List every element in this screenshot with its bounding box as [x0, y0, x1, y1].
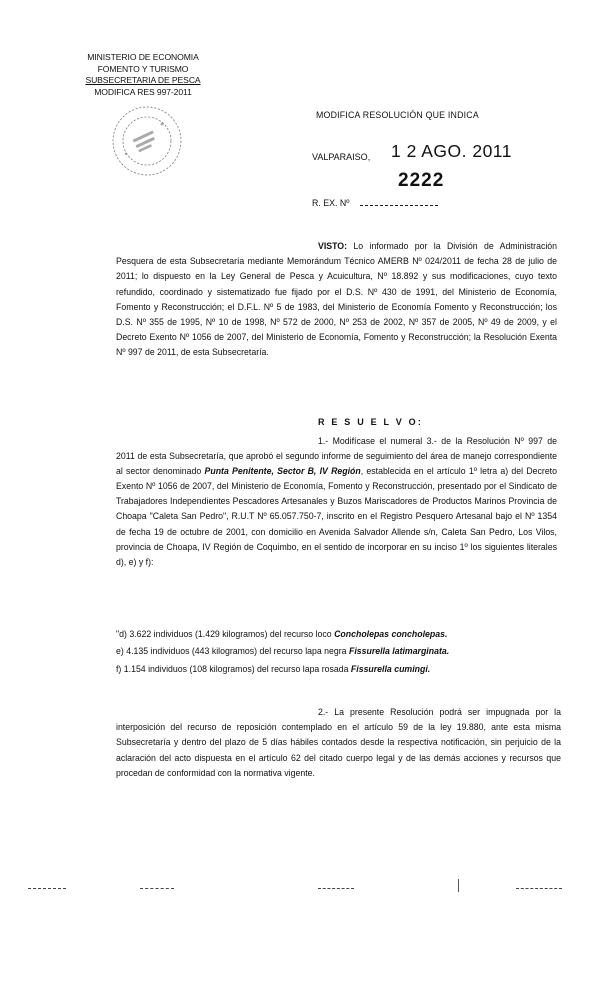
footer-dashed-mark-center-left: [140, 888, 174, 889]
point-2-paragraph: 2.- La presente Resolución podrá ser impugnada por la interposición del recurso de reposición contemplado en el artículo 59 de la ley 19.880, ante esta misma Subsecretaría y dentro del plazo de 5 días hábiles contados desde la respectiva notificación, sin perjuicio de la aclaración del acto dispuesta en el artículo 62 del citado cuerpo legal y de las demás acciones y recursos que procedan de conformidad con la normativa vigente.: [116, 707, 561, 778]
literal-f: [116, 664, 430, 674]
point-1-paragraph: [116, 434, 557, 570]
footer-tick-mark: [458, 879, 459, 892]
ministry-line-1: MINISTERIO DE ECONOMIA: [87, 52, 199, 62]
footer-dashed-mark-left: [28, 888, 66, 889]
literal-d-species: Concholepas concholepas.: [334, 629, 448, 639]
literal-f-species: Fissurella cumingi.: [350, 664, 431, 674]
literal-d-text: "d) 3.622 individuos (1.429 kilogramos) del recurso loco: [116, 629, 335, 639]
resuelvo-heading: R E S U E L V O:: [318, 417, 424, 427]
document-subject: MODIFICA RESOLUCIÓN QUE INDICA: [316, 110, 479, 120]
visto-text: Lo informado por la División de Administración Pesquera de esta Subsecretaría mediante Memorándum Técnico AMERB Nº 024/2011 de fecha 28 de julio de 2011; lo dispuesto en la Ley General de Pesca y Acuicultura, Nº 18.892 y sus modificaciones, cuyo texto refundido, coordinado y sistematizado fue fijado por el D.S. Nº 430 de 1991, del Ministerio de Economía, Fomento y Reconstrucción; el D.F.L. Nº 5 de 1983, del Ministerio de Economía Fomento y Reconstrucción; los D.S. Nº 355 de 1995, Nº 10 de 1998, Nº 572 de 2000, Nº 253 de 2002, Nº 357 de 2005, Nº 49 de 2009, y el Decreto Exento Nº 1056 de 2007, del Ministerio de Economía, Fomento y Reconstrucción; la Resolución Exenta Nº 997 de 2011, de esta Subsecretaría.: [116, 241, 557, 358]
resolution-label: R. EX. Nº: [312, 198, 350, 208]
point-1-text-a: 1.- Modifícase el numeral 3.- de la Resolución Nº 997 de 2011 de esta Subsecretaría, que aprobó el segundo informe de seguimiento del área de manejo correspondiente al sector denominado: [116, 436, 557, 477]
place-label: VALPARAISO,: [312, 152, 371, 162]
subsecretaria-line: SUBSECRETARIA DE PESCA: [85, 75, 201, 85]
literal-e-line: [116, 646, 449, 656]
point-1-text-b: , establecida en el artículo 1º letra a) del Decreto Exento Nº 1056 de 2007, del Ministerio de Economía, Fomento y Reconstrucción, presentado por el Sindicato de Trabajadores Independientes Pescadores Artesanales y Buzos Mariscadores de Productos Marinos Provincia de Choapa "Caleta San Pedro", R.U.T Nº 65.057.750-7, inscrito en el Registro Pesquero Artesanal bajo el Nº 1354 de fecha 19 de octubre de 2001, con domicilio en Avenida Salvador Allende s/n, Caleta San Pedro, Los Vilos, provincia de Choapa, IV Región de Coquimbo, en el sentido de incorporar en su inciso 1º los siguientes literales d), e) y f):: [116, 466, 557, 567]
footer-dashed-mark-center: [318, 888, 354, 889]
resolution-number: 2222: [398, 170, 445, 191]
visto-label: VISTO:: [318, 241, 348, 251]
literal-d: [116, 629, 447, 639]
visto-paragraph: [116, 239, 557, 361]
literal-e-species: Fissurella latimarginata.: [348, 646, 450, 656]
letterhead: [82, 52, 204, 98]
ministry-line-2: FOMENTO Y TURISMO: [97, 63, 189, 74]
resolution-fill-line: [360, 205, 438, 206]
point-1-sector: Punta Penitente, Sector B, IV Región: [204, 466, 361, 477]
footer-dashed-mark-right: [516, 888, 562, 889]
modifica-reference: MODIFICA RES 997-2011: [94, 86, 192, 97]
literal-f-text: f) 1.154 individuos (108 kilogramos) del recurso lapa rosada: [116, 664, 351, 674]
document-date: 1 2 AGO. 2011: [391, 141, 512, 161]
official-seal-stamp: [110, 104, 184, 178]
literal-e-text: e) 4.135 individuos (443 kilogramos) del recurso lapa negra: [116, 646, 349, 656]
